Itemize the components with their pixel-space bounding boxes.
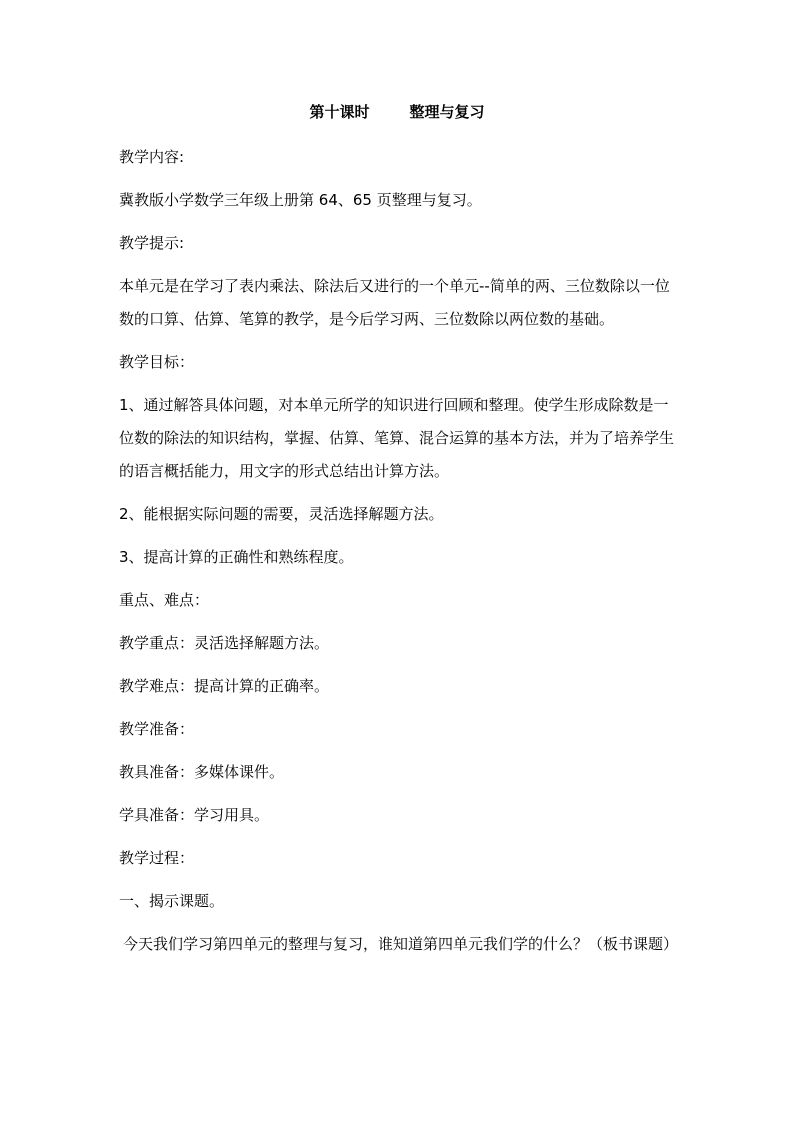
lesson-number: 第十课时 [309,103,370,121]
paragraph-hint-text: 本单元是在学习了表内乘法、除法后又进行的一个单元--简单的两、三位数除以一位数的口算、估算、笔算的教学，是今后学习两、三位数除以两位数的基础。 [119,277,670,328]
lesson-topic: 整理与复习 [409,103,485,121]
key-point-difficulty: 教学难点：提高计算的正确率。 [119,677,330,695]
process-step-1-text: 今天我们学习第四单元的整理与复习，谁知道第四单元我们学的什么？（板书课题） [123,935,679,953]
section-heading-content: 教学内容: [119,148,185,166]
section-heading-process: 教学过程： [119,849,195,867]
goal-item-2: 2、能根据实际问题的需要，灵活选择解题方法。 [119,505,444,523]
preparation-teacher: 教具准备：多媒体课件。 [119,763,285,781]
preparation-student: 学具准备：学习用具。 [119,806,270,824]
key-point-focus: 教学重点：灵活选择解题方法。 [119,634,330,652]
section-heading-hint: 教学提示: [119,234,185,252]
goal-item-1: 1、通过解答具体问题，对本单元所学的知识进行回顾和整理。使学生形成除数是一位数的除法的知识结构，掌握、估算、笔算、混合运算的基本方法，并为了培养学生的语言概括能力，用文字的形式总结出计算方法。 [119,396,675,480]
process-step-1: 一、揭示课题。 [119,892,225,910]
paragraph-content-text: 冀教版小学数学三年级上册第 64、65 页整理与复习。 [119,191,482,209]
section-heading-key-points: 重点、难点： [119,591,210,609]
lesson-title [0,101,794,123]
document-body [119,146,679,955]
section-heading-preparation: 教学准备： [119,720,195,738]
goal-item-3: 3、提高计算的正确性和熟练程度。 [119,548,354,566]
section-heading-goals: 教学目标： [119,353,195,371]
